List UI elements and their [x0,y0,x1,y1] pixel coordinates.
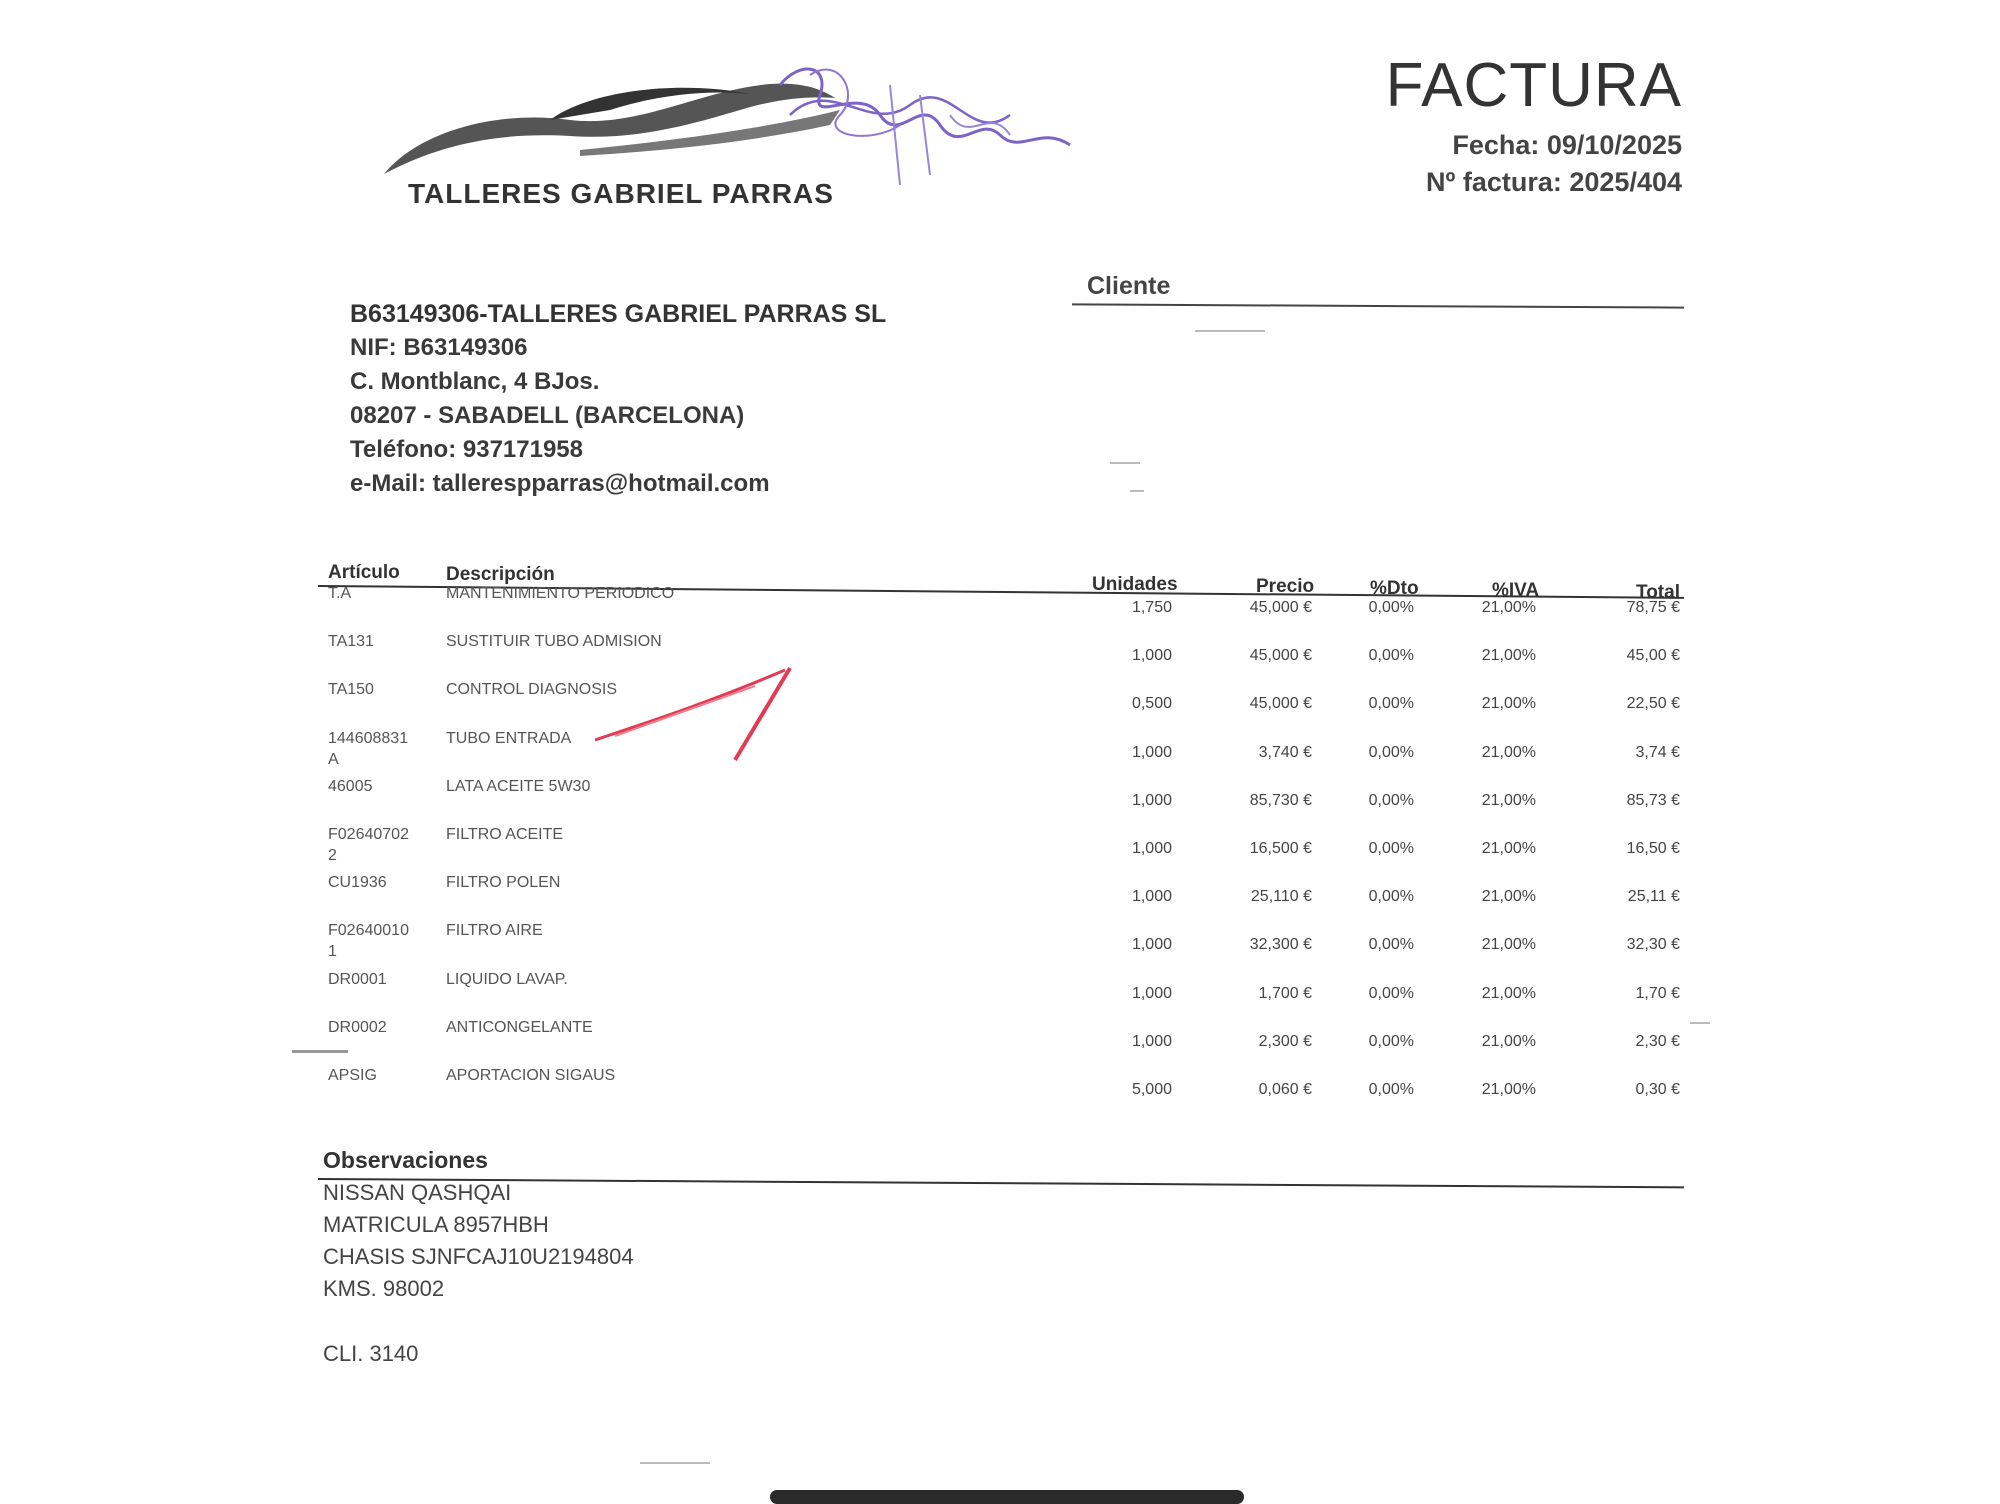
cell-descripcion: CONTROL DIAGNOSIS [446,681,617,699]
cell-iva: 21,00% [1481,695,1536,713]
col-header-iva: %IVA [1492,580,1540,601]
cell-precio: 1,700 € [1258,984,1312,1002]
cell-total: 2,30 € [1635,1032,1680,1050]
cell-descripcion: LIQUIDO LAVAP. [446,970,568,988]
cell-precio: 0,060 € [1258,1081,1312,1098]
cell-total: 16,50 € [1626,840,1680,857]
cell-unidades: 1,000 [1131,984,1172,1002]
col-header-descripcion: Descripción [446,564,555,585]
cell-total: 3,74 € [1635,743,1680,761]
cell-dto: 0,00% [1368,1081,1414,1098]
cell-dto: 0,00% [1368,791,1414,809]
cell-total: 32,30 € [1626,936,1680,954]
cell-precio: 2,300 € [1258,1032,1312,1050]
company-email: e-Mail: tallerespparras@hotmail.com [350,470,770,497]
company-nif: NIF: B63149306 [350,334,528,361]
logo-text: TALLERES GABRIEL PARRAS [408,178,834,209]
cell-iva: 21,00% [1481,984,1536,1002]
cell-articulo: DR0001 [328,970,387,988]
cell-precio: 3,740 € [1258,743,1312,761]
cell-articulo-cont: 2 [328,847,337,864]
obs-cliente: CLI. 3140 [323,1341,419,1366]
cell-unidades: 1,750 [1131,599,1172,616]
cliente-label: Cliente [1087,272,1171,300]
col-header-articulo: Artículo [328,562,400,583]
cliente-divider [1072,303,1684,308]
col-header-unidades: Unidades [1092,574,1178,595]
cell-articulo: APSIG [328,1067,377,1084]
obs-vehicle: NISSAN QASHQAI [323,1180,512,1205]
cell-descripcion: APORTACION SIGAUS [446,1067,616,1084]
cell-unidades: 1,000 [1131,1032,1172,1050]
scan-artifact [1690,1022,1710,1024]
company-city: 08207 - SABADELL (BARCELONA) [350,402,745,429]
cell-articulo: T.A [328,585,352,602]
cell-precio: 25,110 € [1250,888,1312,906]
cell-descripcion: FILTRO ACEITE [446,826,564,843]
cell-articulo: TA150 [328,681,374,699]
cell-articulo: CU1936 [328,874,387,892]
cell-precio: 32,300 € [1249,936,1312,954]
cell-unidades: 1,000 [1131,647,1172,665]
cell-articulo: DR0002 [328,1018,387,1036]
cell-articulo: F02640010 [328,922,409,940]
cell-iva: 21,00% [1481,1032,1536,1050]
scan-artifact [640,1462,710,1464]
cell-dto: 0,00% [1368,984,1414,1002]
cell-dto: 0,00% [1368,743,1414,761]
cell-unidades: 5,000 [1131,1081,1172,1098]
cell-total: 22,50 € [1626,695,1680,713]
cell-iva: 21,00% [1481,599,1536,616]
cell-dto: 0,00% [1368,599,1414,616]
observaciones-label: Observaciones [323,1147,488,1173]
cell-unidades: 1,000 [1131,743,1172,761]
cell-iva: 21,00% [1481,1081,1536,1098]
cell-unidades: 0,500 [1131,695,1172,713]
cell-precio: 45,000 € [1249,599,1312,616]
invoice-number: Nº factura: 2025/404 [1426,167,1682,197]
cell-iva: 21,00% [1481,743,1536,761]
col-header-dto: %Dto [1370,578,1419,599]
document-title: FACTURA [1385,51,1682,120]
company-name: B63149306-TALLERES GABRIEL PARRAS SL [350,300,887,328]
cell-articulo: 144608831 [328,729,409,747]
cell-precio: 45,000 € [1249,695,1312,713]
cell-descripcion: FILTRO POLEN [446,874,561,892]
cell-descripcion: TUBO ENTRADA [446,729,572,747]
cell-dto: 0,00% [1368,936,1414,954]
cell-unidades: 1,000 [1131,936,1172,954]
cell-articulo: 46005 [328,777,373,795]
col-header-precio: Precio [1256,576,1315,597]
scroll-bar[interactable] [770,1490,1244,1504]
cell-dto: 0,00% [1368,695,1414,713]
cell-articulo: F02640702 [328,826,409,843]
invoice-date: Fecha: 09/10/2025 [1452,130,1682,160]
company-address: C. Montblanc, 4 BJos. [350,368,600,395]
obs-kms: KMS. 98002 [323,1276,445,1301]
faint-mark [1195,330,1265,332]
cell-total: 1,70 € [1635,984,1680,1002]
obs-matricula: MATRICULA 8957HBH [323,1212,549,1237]
scan-artifact [292,1050,348,1053]
cell-total: 45,00 € [1626,647,1680,665]
cell-descripcion: LATA ACEITE 5W30 [446,777,591,795]
cell-iva: 21,00% [1481,888,1536,906]
cell-unidades: 1,000 [1131,791,1172,809]
cell-articulo-cont: A [328,750,339,768]
cell-descripcion: FILTRO AIRE [446,922,543,940]
cell-iva: 21,00% [1481,647,1536,665]
cell-precio: 16,500 € [1249,840,1312,857]
cell-total: 78,75 € [1626,599,1680,616]
cell-iva: 21,00% [1481,936,1536,954]
signature-scribble [770,55,1090,205]
cell-iva: 21,00% [1481,840,1536,857]
observaciones-divider [318,1178,1684,1188]
cell-unidades: 1,000 [1131,840,1172,857]
cell-total: 25,11 € [1627,888,1680,906]
cell-dto: 0,00% [1368,647,1414,665]
cell-dto: 0,00% [1368,1032,1414,1050]
cell-unidades: 1,000 [1131,888,1172,906]
cell-descripcion: ANTICONGELANTE [446,1018,593,1036]
col-header-total: Total [1636,582,1680,603]
cell-descripcion: MANTENIMIENTO PERIODICO [446,585,675,602]
cell-iva: 21,00% [1481,791,1536,809]
cell-articulo: TA131 [328,633,374,651]
cell-articulo-cont: 1 [328,943,337,961]
cell-total: 85,73 € [1626,791,1680,809]
cell-dto: 0,00% [1368,888,1414,906]
cell-precio: 45,000 € [1249,647,1312,665]
cell-precio: 85,730 € [1249,791,1312,809]
faint-mark [1130,490,1144,492]
faint-mark [1110,462,1140,464]
cell-descripcion: SUSTITUIR TUBO ADMISION [446,633,662,651]
red-pen-mark [595,660,805,770]
cell-dto: 0,00% [1368,840,1414,857]
company-phone: Teléfono: 937171958 [350,436,584,463]
obs-chasis: CHASIS SJNFCAJ10U2194804 [323,1244,634,1269]
cell-total: 0,30 € [1635,1081,1680,1098]
